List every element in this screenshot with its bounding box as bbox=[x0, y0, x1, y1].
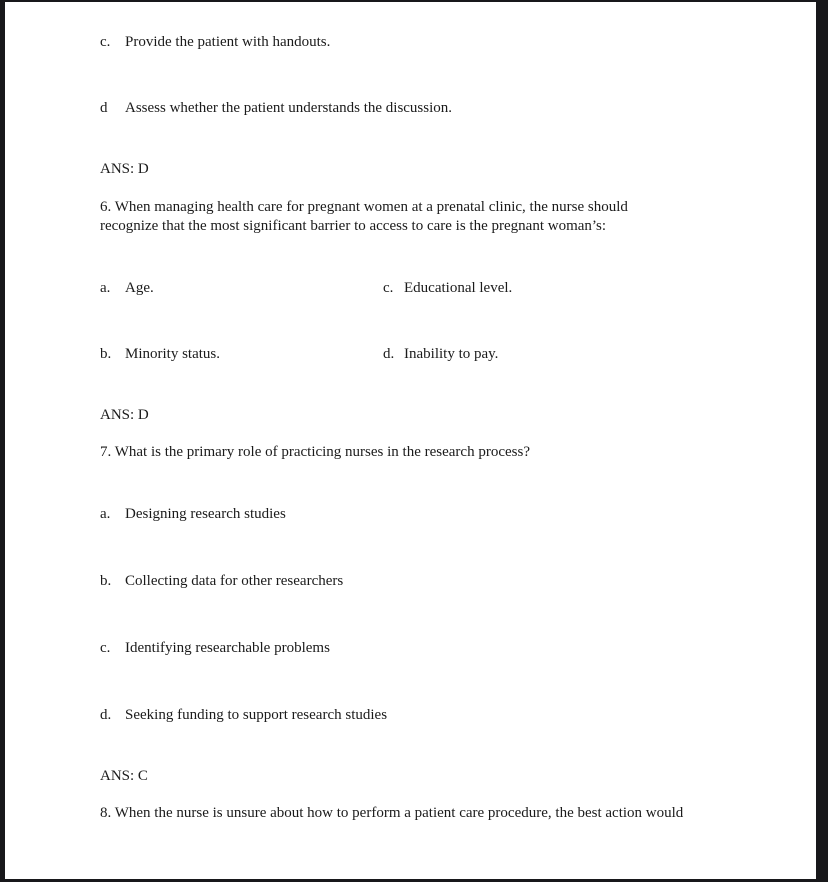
question-6-stem-line2: recognize that the most significant barrier to access to care is the pregnant woman’s: bbox=[100, 217, 607, 234]
option-letter: b. bbox=[100, 573, 112, 589]
option-letter: c. bbox=[383, 280, 394, 296]
option-row-q7-b bbox=[100, 572, 343, 590]
option-letter: a. bbox=[100, 506, 111, 522]
option-row-q7-a bbox=[100, 505, 286, 523]
option-letter: c. bbox=[100, 640, 111, 656]
option-row-q5-c bbox=[100, 33, 330, 51]
option-row-q6-c bbox=[383, 279, 512, 297]
document-page bbox=[5, 2, 816, 879]
option-text: Age. bbox=[125, 280, 154, 296]
question-8-stem: 8. When the nurse is unsure about how to perform a patient care procedure, the best action would bbox=[100, 805, 684, 821]
option-row-q6-b bbox=[100, 345, 220, 363]
option-row-q6-a bbox=[100, 279, 154, 297]
option-text: Collecting data for other researchers bbox=[125, 573, 344, 589]
option-text: Educational level. bbox=[404, 280, 513, 296]
option-letter: d bbox=[100, 100, 108, 116]
answer-line-q5: ANS: D bbox=[100, 161, 149, 177]
question-6-stem-line1: 6. When managing health care for pregnant women at a prenatal clinic, the nurse should bbox=[100, 199, 628, 215]
option-letter: d. bbox=[100, 707, 112, 723]
answer-line-q6: ANS: D bbox=[100, 407, 149, 423]
option-letter: b. bbox=[100, 346, 112, 362]
option-row-q5-d bbox=[100, 99, 452, 117]
option-letter: c. bbox=[100, 34, 111, 50]
option-text: Provide the patient with handouts. bbox=[125, 34, 331, 50]
answer-line-q7: ANS: C bbox=[100, 768, 148, 784]
option-row-q7-c bbox=[100, 639, 330, 657]
option-text: Identifying researchable problems bbox=[125, 640, 330, 656]
option-letter: d. bbox=[383, 346, 395, 362]
option-text: Inability to pay. bbox=[404, 346, 499, 362]
option-row-q7-d bbox=[100, 706, 387, 724]
option-row-q6-d bbox=[383, 345, 498, 363]
option-text: Designing research studies bbox=[125, 506, 286, 522]
option-letter: a. bbox=[100, 280, 111, 296]
option-text: Minority status. bbox=[125, 346, 221, 362]
option-text: Seeking funding to support research studies bbox=[125, 707, 388, 723]
question-6-stem bbox=[100, 198, 628, 235]
option-text: Assess whether the patient understands the discussion. bbox=[125, 100, 453, 116]
question-7-stem: 7. What is the primary role of practicing nurses in the research process? bbox=[100, 444, 530, 460]
